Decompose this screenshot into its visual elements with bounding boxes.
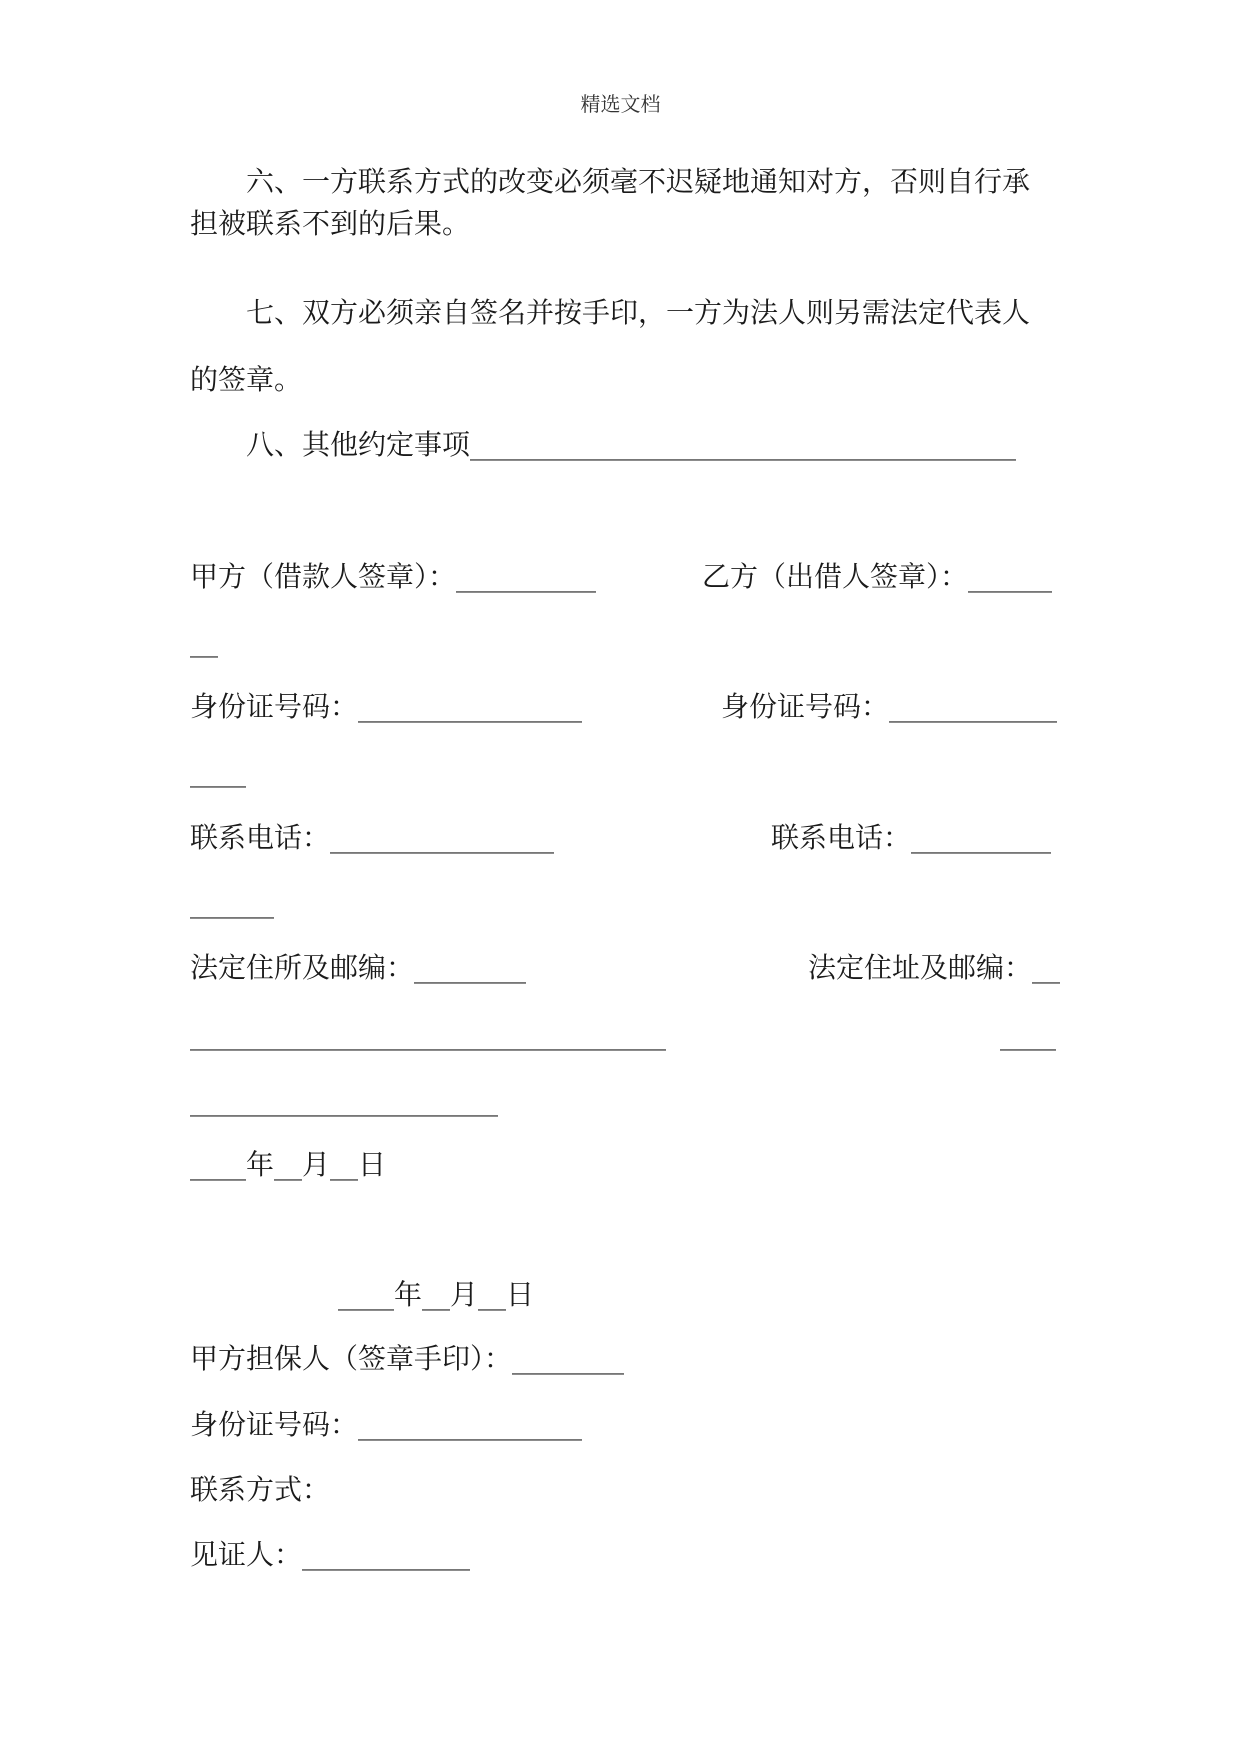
- clause-seven-line2: 的签章。: [190, 363, 303, 396]
- party-b-id-continued: ____: [190, 755, 246, 788]
- party-b-phone: 联系电话：__________: [771, 821, 1052, 854]
- party-b-date: ____年__月__日: [338, 1278, 535, 1311]
- clause-six-line1: 六、一方联系方式的改变必须毫不迟疑地通知对方，否则自行承: [246, 165, 1031, 198]
- clause-eight: 八、其他约定事项_______________________________________: [246, 428, 1017, 461]
- guarantor-contact: 联系方式：: [190, 1473, 331, 1506]
- clause-six-line2: 担被联系不到的后果。: [190, 207, 471, 240]
- page-header: 精选文档: [580, 92, 661, 116]
- party-b-address-continued-2: ______________________: [190, 1084, 498, 1117]
- party-b-id-number: 身份证号码：____________: [721, 690, 1058, 723]
- party-a-phone: 联系电话：________________: [190, 821, 555, 854]
- party-a-address-continued: __________________________________: [190, 1018, 666, 1051]
- party-b-phone-continued: ______: [190, 886, 274, 919]
- party-b-signature: 乙方（出借人签章）：______: [702, 560, 1053, 593]
- party-a-signature: 甲方（借款人签章）：__________: [190, 560, 597, 593]
- party-b-address: 法定住址及邮编：__: [808, 951, 1061, 984]
- party-a-date: ____年__月__日: [190, 1148, 387, 1181]
- guarantor-id-number: 身份证号码：________________: [190, 1408, 583, 1441]
- party-a-id-number: 身份证号码：________________: [190, 690, 583, 723]
- party-b-signature-continued: __: [190, 625, 218, 658]
- clause-seven-line1: 七、双方必须亲自签名并按手印，一方为法人则另需法定代表人: [246, 296, 1031, 329]
- party-a-address: 法定住所及邮编：________: [190, 951, 527, 984]
- party-b-address-continued: ____: [1000, 1018, 1056, 1051]
- witness: 见证人：____________: [190, 1538, 471, 1571]
- guarantor-signature: 甲方担保人（签章手印）：________: [190, 1342, 625, 1375]
